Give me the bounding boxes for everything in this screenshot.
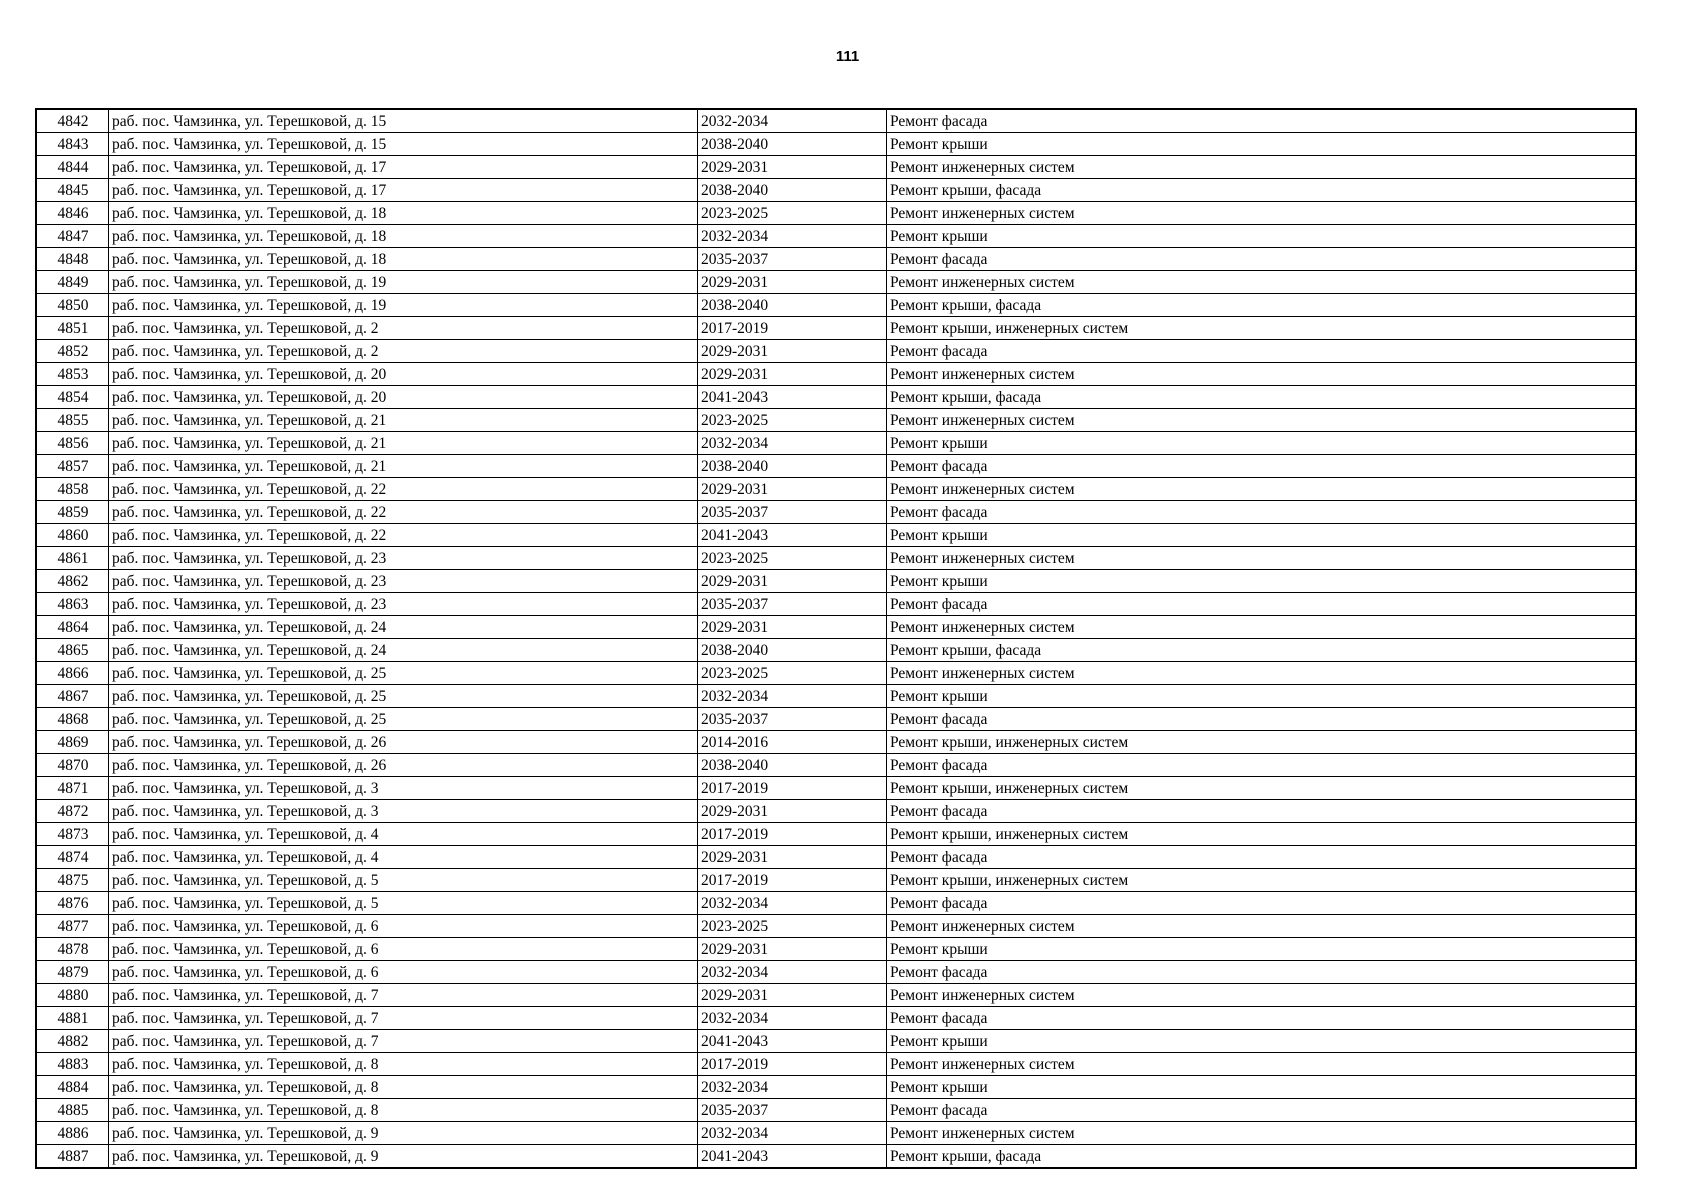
table-row	[36, 869, 1636, 892]
table-row	[36, 731, 1636, 754]
table-row	[36, 1099, 1636, 1122]
address-cell: раб. пос. Чамзинка, ул. Терешковой, д. 20	[109, 363, 698, 386]
period-cell: 2029-2031	[698, 616, 887, 639]
period-cell: 2032-2034	[698, 892, 887, 915]
period-cell: 2014-2016	[698, 731, 887, 754]
table-row	[36, 156, 1636, 179]
work-type-cell: Ремонт крыши	[887, 1030, 1637, 1053]
work-type-cell: Ремонт крыши	[887, 432, 1637, 455]
address-cell: раб. пос. Чамзинка, ул. Терешковой, д. 4	[109, 823, 698, 846]
work-type-cell: Ремонт инженерных систем	[887, 915, 1637, 938]
work-type-cell: Ремонт крыши, фасада	[887, 179, 1637, 202]
period-cell: 2038-2040	[698, 133, 887, 156]
table-row	[36, 248, 1636, 271]
address-cell: раб. пос. Чамзинка, ул. Терешковой, д. 7	[109, 984, 698, 1007]
address-cell: раб. пос. Чамзинка, ул. Терешковой, д. 26	[109, 731, 698, 754]
work-type-cell: Ремонт фасада	[887, 1099, 1637, 1122]
table-row	[36, 524, 1636, 547]
period-cell: 2029-2031	[698, 340, 887, 363]
table-row	[36, 133, 1636, 156]
table-row	[36, 1007, 1636, 1030]
period-cell: 2029-2031	[698, 271, 887, 294]
row-number-cell: 4874	[36, 846, 109, 869]
row-number-cell: 4856	[36, 432, 109, 455]
work-type-cell: Ремонт фасада	[887, 340, 1637, 363]
page-number: 111	[835, 48, 860, 65]
work-type-cell: Ремонт фасада	[887, 846, 1637, 869]
table-row	[36, 616, 1636, 639]
row-number-cell: 4881	[36, 1007, 109, 1030]
repair-schedule-table	[35, 108, 1637, 1169]
address-cell: раб. пос. Чамзинка, ул. Терешковой, д. 6	[109, 915, 698, 938]
period-cell: 2023-2025	[698, 202, 887, 225]
period-cell: 2038-2040	[698, 639, 887, 662]
row-number-cell: 4849	[36, 271, 109, 294]
period-cell: 2035-2037	[698, 708, 887, 731]
period-cell: 2038-2040	[698, 754, 887, 777]
work-type-cell: Ремонт крыши	[887, 570, 1637, 593]
table-row	[36, 1030, 1636, 1053]
work-type-cell: Ремонт крыши, инженерных систем	[887, 869, 1637, 892]
address-cell: раб. пос. Чамзинка, ул. Терешковой, д. 3	[109, 800, 698, 823]
table-row	[36, 984, 1636, 1007]
address-cell: раб. пос. Чамзинка, ул. Терешковой, д. 23	[109, 547, 698, 570]
row-number-cell: 4847	[36, 225, 109, 248]
table-row	[36, 340, 1636, 363]
period-cell: 2029-2031	[698, 984, 887, 1007]
table-row	[36, 386, 1636, 409]
period-cell: 2032-2034	[698, 225, 887, 248]
table-row	[36, 179, 1636, 202]
address-cell: раб. пос. Чамзинка, ул. Терешковой, д. 23	[109, 593, 698, 616]
table-row	[36, 823, 1636, 846]
table-row	[36, 225, 1636, 248]
work-type-cell: Ремонт инженерных систем	[887, 156, 1637, 179]
period-cell: 2041-2043	[698, 524, 887, 547]
row-number-cell: 4872	[36, 800, 109, 823]
row-number-cell: 4848	[36, 248, 109, 271]
address-cell: раб. пос. Чамзинка, ул. Терешковой, д. 21	[109, 432, 698, 455]
row-number-cell: 4853	[36, 363, 109, 386]
address-cell: раб. пос. Чамзинка, ул. Терешковой, д. 9	[109, 1122, 698, 1145]
table-row	[36, 938, 1636, 961]
address-cell: раб. пос. Чамзинка, ул. Терешковой, д. 5	[109, 892, 698, 915]
table-row	[36, 432, 1636, 455]
address-cell: раб. пос. Чамзинка, ул. Терешковой, д. 18	[109, 248, 698, 271]
period-cell: 2041-2043	[698, 1030, 887, 1053]
row-number-cell: 4866	[36, 662, 109, 685]
row-number-cell: 4858	[36, 478, 109, 501]
row-number-cell: 4880	[36, 984, 109, 1007]
work-type-cell: Ремонт крыши	[887, 133, 1637, 156]
work-type-cell: Ремонт инженерных систем	[887, 547, 1637, 570]
work-type-cell: Ремонт крыши, фасада	[887, 294, 1637, 317]
work-type-cell: Ремонт фасада	[887, 708, 1637, 731]
period-cell: 2032-2034	[698, 961, 887, 984]
work-type-cell: Ремонт крыши, инженерных систем	[887, 731, 1637, 754]
row-number-cell: 4869	[36, 731, 109, 754]
period-cell: 2035-2037	[698, 501, 887, 524]
address-cell: раб. пос. Чамзинка, ул. Терешковой, д. 7	[109, 1007, 698, 1030]
period-cell: 2041-2043	[698, 386, 887, 409]
address-cell: раб. пос. Чамзинка, ул. Терешковой, д. 6	[109, 961, 698, 984]
row-number-cell: 4882	[36, 1030, 109, 1053]
table-row	[36, 961, 1636, 984]
row-number-cell: 4860	[36, 524, 109, 547]
work-type-cell: Ремонт инженерных систем	[887, 1122, 1637, 1145]
address-cell: раб. пос. Чамзинка, ул. Терешковой, д. 15	[109, 133, 698, 156]
row-number-cell: 4875	[36, 869, 109, 892]
period-cell: 2017-2019	[698, 823, 887, 846]
period-cell: 2029-2031	[698, 800, 887, 823]
period-cell: 2041-2043	[698, 1145, 887, 1169]
table-row	[36, 708, 1636, 731]
row-number-cell: 4862	[36, 570, 109, 593]
work-type-cell: Ремонт инженерных систем	[887, 984, 1637, 1007]
period-cell: 2032-2034	[698, 1076, 887, 1099]
row-number-cell: 4861	[36, 547, 109, 570]
period-cell: 2032-2034	[698, 432, 887, 455]
address-cell: раб. пос. Чамзинка, ул. Терешковой, д. 8	[109, 1053, 698, 1076]
address-cell: раб. пос. Чамзинка, ул. Терешковой, д. 21	[109, 409, 698, 432]
period-cell: 2029-2031	[698, 478, 887, 501]
row-number-cell: 4859	[36, 501, 109, 524]
table-row	[36, 271, 1636, 294]
work-type-cell: Ремонт крыши, инженерных систем	[887, 777, 1637, 800]
work-type-cell: Ремонт крыши, фасада	[887, 386, 1637, 409]
table-row	[36, 202, 1636, 225]
row-number-cell: 4873	[36, 823, 109, 846]
address-cell: раб. пос. Чамзинка, ул. Терешковой, д. 7	[109, 1030, 698, 1053]
table-row	[36, 662, 1636, 685]
work-type-cell: Ремонт крыши	[887, 1076, 1637, 1099]
row-number-cell: 4884	[36, 1076, 109, 1099]
row-number-cell: 4855	[36, 409, 109, 432]
period-cell: 2017-2019	[698, 777, 887, 800]
row-number-cell: 4883	[36, 1053, 109, 1076]
period-cell: 2035-2037	[698, 248, 887, 271]
table-row	[36, 294, 1636, 317]
table-row	[36, 478, 1636, 501]
address-cell: раб. пос. Чамзинка, ул. Терешковой, д. 25	[109, 708, 698, 731]
table-row	[36, 409, 1636, 432]
table-row	[36, 570, 1636, 593]
row-number-cell: 4870	[36, 754, 109, 777]
period-cell: 2029-2031	[698, 938, 887, 961]
row-number-cell: 4845	[36, 179, 109, 202]
address-cell: раб. пос. Чамзинка, ул. Терешковой, д. 20	[109, 386, 698, 409]
work-type-cell: Ремонт инженерных систем	[887, 271, 1637, 294]
row-number-cell: 4879	[36, 961, 109, 984]
address-cell: раб. пос. Чамзинка, ул. Терешковой, д. 23	[109, 570, 698, 593]
address-cell: раб. пос. Чамзинка, ул. Терешковой, д. 24	[109, 616, 698, 639]
row-number-cell: 4846	[36, 202, 109, 225]
work-type-cell: Ремонт инженерных систем	[887, 202, 1637, 225]
row-number-cell: 4852	[36, 340, 109, 363]
table-row	[36, 915, 1636, 938]
address-cell: раб. пос. Чамзинка, ул. Терешковой, д. 26	[109, 754, 698, 777]
row-number-cell: 4878	[36, 938, 109, 961]
table-row	[36, 1122, 1636, 1145]
row-number-cell: 4851	[36, 317, 109, 340]
row-number-cell: 4863	[36, 593, 109, 616]
period-cell: 2035-2037	[698, 593, 887, 616]
address-cell: раб. пос. Чамзинка, ул. Терешковой, д. 18	[109, 225, 698, 248]
period-cell: 2035-2037	[698, 1099, 887, 1122]
work-type-cell: Ремонт инженерных систем	[887, 478, 1637, 501]
table-row	[36, 593, 1636, 616]
table-row	[36, 1145, 1636, 1169]
work-type-cell: Ремонт фасада	[887, 892, 1637, 915]
address-cell: раб. пос. Чамзинка, ул. Терешковой, д. 2	[109, 317, 698, 340]
address-cell: раб. пос. Чамзинка, ул. Терешковой, д. 18	[109, 202, 698, 225]
row-number-cell: 4864	[36, 616, 109, 639]
row-number-cell: 4885	[36, 1099, 109, 1122]
table-row	[36, 685, 1636, 708]
work-type-cell: Ремонт крыши	[887, 685, 1637, 708]
work-type-cell: Ремонт фасада	[887, 754, 1637, 777]
period-cell: 2029-2031	[698, 846, 887, 869]
row-number-cell: 4842	[36, 109, 109, 133]
work-type-cell: Ремонт фасада	[887, 501, 1637, 524]
row-number-cell: 4867	[36, 685, 109, 708]
work-type-cell: Ремонт крыши	[887, 524, 1637, 547]
table-row	[36, 455, 1636, 478]
table-row	[36, 777, 1636, 800]
address-cell: раб. пос. Чамзинка, ул. Терешковой, д. 22	[109, 501, 698, 524]
row-number-cell: 4876	[36, 892, 109, 915]
address-cell: раб. пос. Чамзинка, ул. Терешковой, д. 25	[109, 685, 698, 708]
period-cell: 2017-2019	[698, 869, 887, 892]
table-row	[36, 1053, 1636, 1076]
period-cell: 2017-2019	[698, 1053, 887, 1076]
table-row	[36, 892, 1636, 915]
row-number-cell: 4886	[36, 1122, 109, 1145]
row-number-cell: 4868	[36, 708, 109, 731]
period-cell: 2023-2025	[698, 915, 887, 938]
table-row	[36, 846, 1636, 869]
address-cell: раб. пос. Чамзинка, ул. Терешковой, д. 4	[109, 846, 698, 869]
period-cell: 2023-2025	[698, 409, 887, 432]
row-number-cell: 4871	[36, 777, 109, 800]
address-cell: раб. пос. Чамзинка, ул. Терешковой, д. 17	[109, 179, 698, 202]
address-cell: раб. пос. Чамзинка, ул. Терешковой, д. 8	[109, 1076, 698, 1099]
address-cell: раб. пос. Чамзинка, ул. Терешковой, д. 3	[109, 777, 698, 800]
address-cell: раб. пос. Чамзинка, ул. Терешковой, д. 19	[109, 294, 698, 317]
work-type-cell: Ремонт фасада	[887, 109, 1637, 133]
period-cell: 2023-2025	[698, 547, 887, 570]
table-row	[36, 363, 1636, 386]
work-type-cell: Ремонт крыши, инженерных систем	[887, 823, 1637, 846]
address-cell: раб. пос. Чамзинка, ул. Терешковой, д. 21	[109, 455, 698, 478]
work-type-cell: Ремонт крыши	[887, 225, 1637, 248]
work-type-cell: Ремонт инженерных систем	[887, 662, 1637, 685]
address-cell: раб. пос. Чамзинка, ул. Терешковой, д. 6	[109, 938, 698, 961]
address-cell: раб. пос. Чамзинка, ул. Терешковой, д. 2	[109, 340, 698, 363]
row-number-cell: 4887	[36, 1145, 109, 1169]
period-cell: 2032-2034	[698, 1122, 887, 1145]
table-row	[36, 109, 1636, 133]
work-type-cell: Ремонт фасада	[887, 961, 1637, 984]
row-number-cell: 4844	[36, 156, 109, 179]
table-row	[36, 1076, 1636, 1099]
period-cell: 2038-2040	[698, 455, 887, 478]
period-cell: 2032-2034	[698, 109, 887, 133]
period-cell: 2029-2031	[698, 570, 887, 593]
table-row	[36, 547, 1636, 570]
work-type-cell: Ремонт фасада	[887, 800, 1637, 823]
period-cell: 2032-2034	[698, 1007, 887, 1030]
work-type-cell: Ремонт фасада	[887, 593, 1637, 616]
row-number-cell: 4877	[36, 915, 109, 938]
table-row	[36, 317, 1636, 340]
work-type-cell: Ремонт фасада	[887, 1007, 1637, 1030]
work-type-cell: Ремонт крыши	[887, 938, 1637, 961]
row-number-cell: 4865	[36, 639, 109, 662]
work-type-cell: Ремонт инженерных систем	[887, 616, 1637, 639]
work-type-cell: Ремонт крыши, фасада	[887, 639, 1637, 662]
work-type-cell: Ремонт фасада	[887, 455, 1637, 478]
table-body	[36, 109, 1636, 1168]
work-type-cell: Ремонт инженерных систем	[887, 363, 1637, 386]
period-cell: 2038-2040	[698, 294, 887, 317]
row-number-cell: 4857	[36, 455, 109, 478]
row-number-cell: 4850	[36, 294, 109, 317]
work-type-cell: Ремонт крыши, инженерных систем	[887, 317, 1637, 340]
work-type-cell: Ремонт крыши, фасада	[887, 1145, 1637, 1169]
address-cell: раб. пос. Чамзинка, ул. Терешковой, д. 22	[109, 478, 698, 501]
address-cell: раб. пос. Чамзинка, ул. Терешковой, д. 9	[109, 1145, 698, 1169]
table-row	[36, 754, 1636, 777]
address-cell: раб. пос. Чамзинка, ул. Терешковой, д. 15	[109, 109, 698, 133]
work-type-cell: Ремонт инженерных систем	[887, 409, 1637, 432]
period-cell: 2032-2034	[698, 685, 887, 708]
address-cell: раб. пос. Чамзинка, ул. Терешковой, д. 22	[109, 524, 698, 547]
address-cell: раб. пос. Чамзинка, ул. Терешковой, д. 17	[109, 156, 698, 179]
address-cell: раб. пос. Чамзинка, ул. Терешковой, д. 25	[109, 662, 698, 685]
work-type-cell: Ремонт фасада	[887, 248, 1637, 271]
period-cell: 2029-2031	[698, 363, 887, 386]
address-cell: раб. пос. Чамзинка, ул. Терешковой, д. 19	[109, 271, 698, 294]
row-number-cell: 4843	[36, 133, 109, 156]
period-cell: 2023-2025	[698, 662, 887, 685]
period-cell: 2029-2031	[698, 156, 887, 179]
row-number-cell: 4854	[36, 386, 109, 409]
period-cell: 2038-2040	[698, 179, 887, 202]
address-cell: раб. пос. Чамзинка, ул. Терешковой, д. 5	[109, 869, 698, 892]
table-row	[36, 639, 1636, 662]
address-cell: раб. пос. Чамзинка, ул. Терешковой, д. 8	[109, 1099, 698, 1122]
table-row	[36, 800, 1636, 823]
table-row	[36, 501, 1636, 524]
period-cell: 2017-2019	[698, 317, 887, 340]
work-type-cell: Ремонт инженерных систем	[887, 1053, 1637, 1076]
address-cell: раб. пос. Чамзинка, ул. Терешковой, д. 24	[109, 639, 698, 662]
